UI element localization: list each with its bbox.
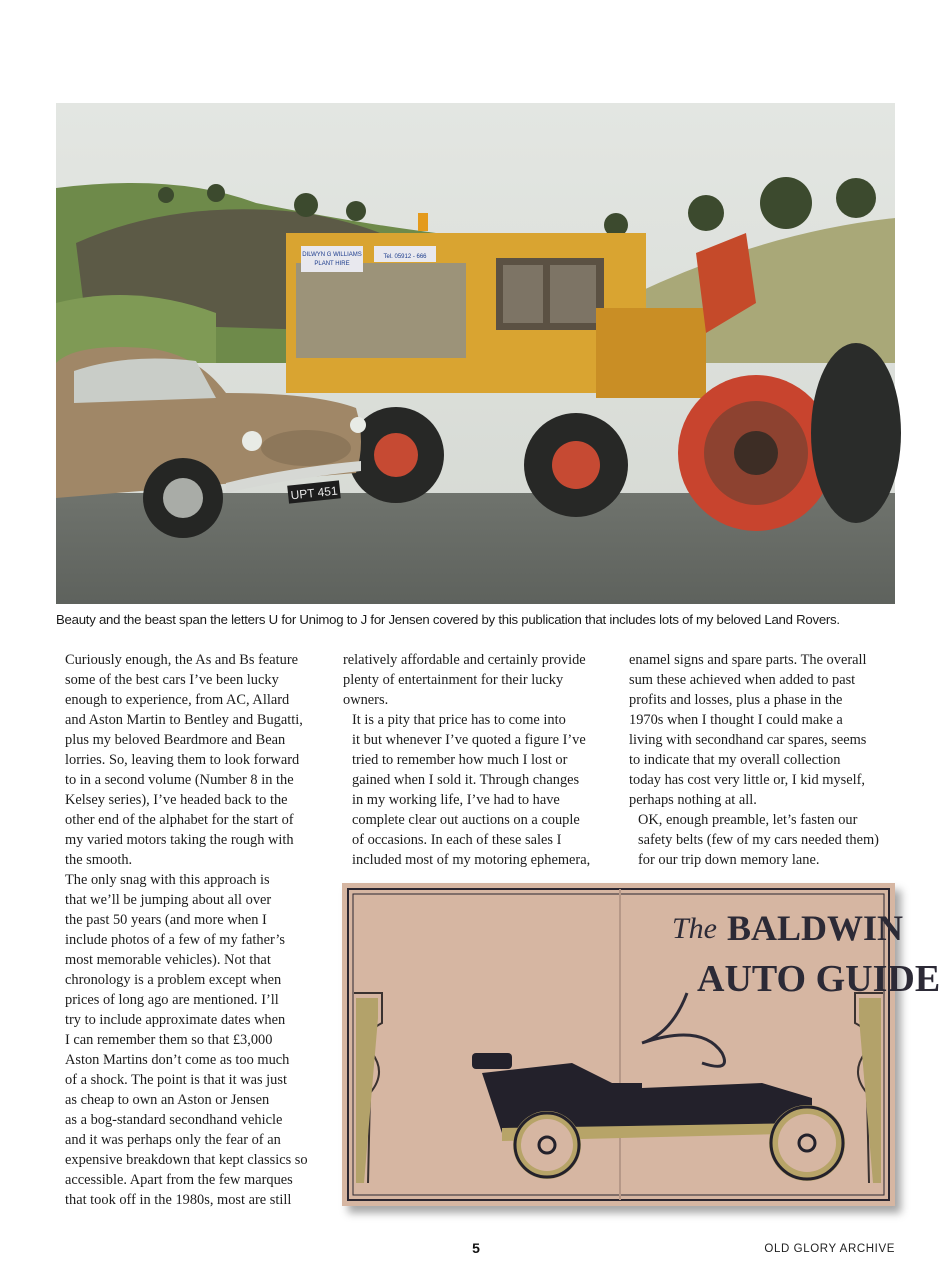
paragraph-4	[343, 710, 618, 870]
text-line: that took off in the 1980s, most are still	[65, 1192, 292, 1208]
text-line: in my working life, I’ve had to have	[352, 792, 560, 808]
text-line: OK, enough preamble, let’s fasten our	[638, 812, 858, 828]
text-line: prices of long ago are mentioned. I’ll	[65, 992, 279, 1008]
unimog-and-jensen-photo	[56, 103, 895, 604]
baldwin-auto-guide-cover	[342, 883, 941, 1206]
paragraph-2	[56, 870, 331, 1210]
text-line: complete clear out auctions on a couple	[352, 812, 580, 828]
text-line: Curiously enough, the As and Bs feature	[65, 652, 299, 668]
text-line: that we’ll be jumping about all over	[65, 892, 272, 908]
text-line: sum these achieved when added to past	[629, 672, 856, 688]
baldwin-auto-guide-image	[342, 883, 941, 1206]
guide-title-the: The	[672, 912, 717, 945]
hero-photo	[56, 103, 895, 604]
page-number: 5	[472, 1240, 480, 1256]
text-column-3	[629, 650, 904, 870]
text-line: and it was perhaps only the fear of an	[65, 1132, 281, 1148]
text-column-2	[343, 650, 618, 870]
truck-sign-line-1: DILWYN G WILLIAMS	[302, 252, 362, 258]
paragraph-3	[343, 650, 618, 710]
text-line: relatively affordable and certainly provide	[343, 652, 586, 668]
text-line: accessible. Apart from the few marques	[65, 1172, 293, 1188]
text-line: try to include approximate dates when	[65, 1012, 286, 1028]
text-line: Aston Martins don’t come as too much	[65, 1052, 290, 1068]
paragraph-1	[56, 650, 331, 870]
photo-caption: Beauty and the beast span the letters U for Unimog to J for Jensen covered by this publication that includes lots of my beloved Land Rovers.	[56, 612, 840, 627]
text-line: chronology is a problem except when	[65, 972, 282, 988]
text-line: safety belts (few of my cars needed them)	[638, 832, 879, 848]
text-line: Kelsey series), I’ve headed back to the	[65, 792, 288, 808]
text-line: include photos of a few of my father’s	[65, 932, 285, 948]
text-line: it but whenever I’ve quoted a figure I’ve	[352, 732, 586, 748]
text-line: included most of my motoring ephemera,	[352, 852, 591, 868]
text-line: plus my beloved Beardmore and Bean	[65, 732, 286, 748]
truck-sign-phone: Tel. 05912 - 666	[383, 254, 427, 260]
truck-sign-line-2: PLANT HIRE	[314, 261, 350, 267]
text-line: profits and losses, plus a phase in the	[629, 692, 843, 708]
publication-name: OLD GLORY ARCHIVE	[764, 1243, 895, 1255]
text-line: enough to experience, from AC, Allard	[65, 692, 290, 708]
paragraph-6	[629, 810, 904, 870]
text-line: as cheap to own an Aston or Jensen	[65, 1092, 270, 1108]
text-line: and Aston Martin to Bentley and Bugatti,	[65, 712, 303, 728]
text-line: other end of the alphabet for the start of	[65, 812, 294, 828]
text-line: plenty of entertainment for their lucky	[343, 672, 564, 688]
text-line: enamel signs and spare parts. The overall	[629, 652, 867, 668]
text-line: today has cost very little or, I kid myself,	[629, 772, 866, 788]
text-line: 1970s when I thought I could make a	[629, 712, 843, 728]
paragraph-5	[629, 650, 904, 810]
text-line: expensive breakdown that kept classics so	[65, 1152, 308, 1168]
text-line: The only snag with this approach is	[65, 872, 270, 888]
text-line: of a shock. The point is that it was just	[65, 1072, 287, 1088]
text-line: lorries. So, leaving them to look forward	[65, 752, 300, 768]
text-line: most memorable vehicles). Not that	[65, 952, 271, 968]
text-line: owners.	[343, 692, 389, 708]
guide-title-baldwin: BALDWIN	[727, 908, 904, 948]
text-line: to indicate that my overall collection	[629, 752, 841, 768]
text-line: as a bog-standard secondhand vehicle	[65, 1112, 283, 1128]
text-column-1	[56, 650, 331, 1210]
text-line: It is a pity that price has to come into	[352, 712, 566, 728]
text-line: the past 50 years (and more when I	[65, 912, 267, 928]
text-line: some of the best cars I’ve been lucky	[65, 672, 279, 688]
text-line: to in a second volume (Number 8 in the	[65, 772, 294, 788]
number-plate: UPT 451	[289, 483, 339, 503]
guide-title-auto-guide: AUTO GUIDE	[697, 958, 941, 1000]
text-line: the smooth.	[65, 852, 133, 868]
text-line: my varied motors taking the rough with	[65, 832, 294, 848]
text-line: I can remember them so that £3,000	[65, 1032, 273, 1048]
text-line: for our trip down memory lane.	[638, 852, 820, 868]
text-line: perhaps nothing at all.	[629, 792, 757, 808]
text-line: living with secondhand car spares, seems	[629, 732, 867, 748]
text-line: of occasions. In each of these sales I	[352, 832, 562, 848]
text-line: gained when I sold it. Through changes	[352, 772, 580, 788]
text-line: tried to remember how much I lost or	[352, 752, 568, 768]
